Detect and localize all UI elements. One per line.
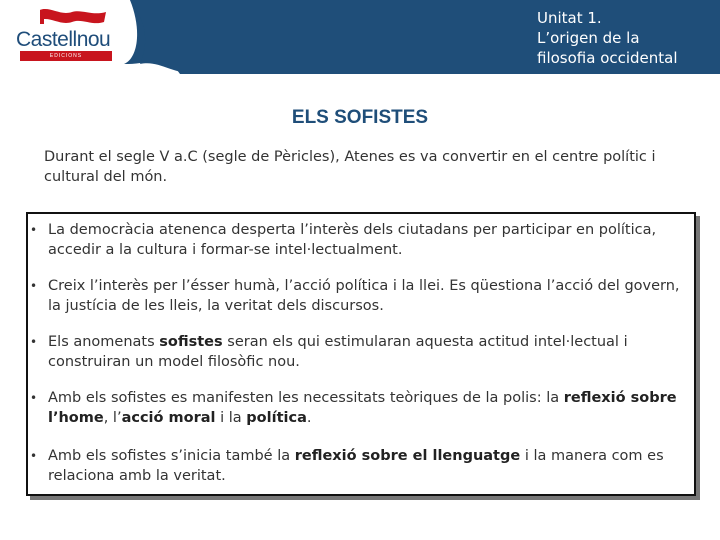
bullet-item bbox=[28, 220, 688, 260]
bullet-dot-icon: • bbox=[30, 223, 38, 237]
bullet-item bbox=[28, 446, 688, 486]
publisher-logo bbox=[14, 8, 114, 58]
unit-label: Unitat 1. bbox=[537, 9, 602, 27]
bullet-list-box bbox=[26, 212, 696, 496]
bullet-dot-icon: • bbox=[30, 335, 38, 349]
bullet-text: Amb els sofistes es manifesten les necessitats teòriques de la polis: la reflexió sobre l’home, l’acció moral i la política. bbox=[48, 390, 677, 426]
flag-icon bbox=[38, 8, 108, 28]
bullet-dot-icon: • bbox=[30, 279, 38, 293]
unit-heading bbox=[537, 8, 717, 68]
bullet-item bbox=[28, 388, 688, 428]
bullet-dot-icon: • bbox=[30, 449, 38, 463]
term-sofistes: sofistes bbox=[159, 334, 223, 350]
term-reflexio-llenguatge: reflexió sobre el llenguatge bbox=[294, 448, 521, 464]
bullet-dot-icon: • bbox=[30, 391, 38, 405]
slide-title: ELS SOFISTES bbox=[291, 107, 429, 128]
logo-subtitle: EDICIONS bbox=[20, 51, 112, 61]
bullet-text: Els anomenats sofistes seran els qui estimularan aquesta actitud intel·lectual i construiran un model filosòfic nou. bbox=[48, 334, 628, 370]
bullet-text: La democràcia atenenca desperta l’interès dels ciutadans per participar en política, accedir a la cultura i formar-se intel·lectualment. bbox=[48, 222, 657, 258]
unit-title-line2: filosofia occidental bbox=[537, 49, 678, 67]
term-politica: política bbox=[246, 410, 307, 426]
unit-title-line1: L’origen de la bbox=[537, 29, 640, 47]
header-band bbox=[0, 0, 720, 74]
bullet-item bbox=[28, 276, 688, 316]
intro-paragraph: Durant el segle V a.C (segle de Pèricles), Atenes es va convertir en el centre polític i cultural del món. bbox=[44, 149, 656, 185]
bullet-text: Creix l’interès per l’ésser humà, l’acció política i la llei. Es qüestiona l’acció del govern, la justícia de les lleis, la veritat dels discursos. bbox=[48, 278, 680, 314]
term-reflexio-home: reflexió sobre l’home bbox=[48, 390, 677, 426]
bullet-item bbox=[28, 332, 688, 372]
term-accio-moral: acció moral bbox=[121, 410, 216, 426]
logo-wordmark: Castellnou bbox=[16, 28, 111, 51]
bullet-text: Amb els sofistes s’inicia també la reflexió sobre el llenguatge i la manera com es relaciona amb la veritat. bbox=[48, 448, 664, 484]
